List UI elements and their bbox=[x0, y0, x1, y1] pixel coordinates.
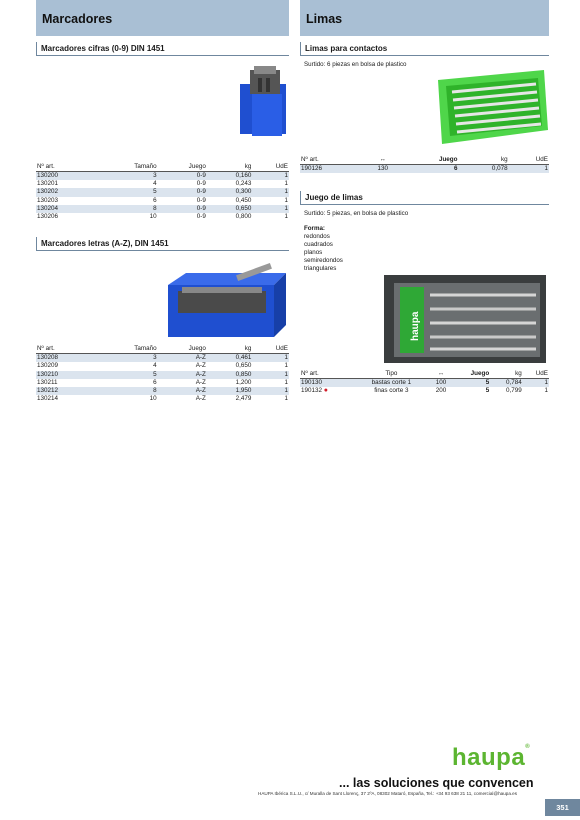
col-ude: UdE bbox=[252, 345, 289, 354]
table-row: 130210 5 A-Z 0,850 1 bbox=[37, 370, 288, 378]
letras-table bbox=[36, 345, 289, 403]
table-row: 130204 8 0-9 0,650 1 bbox=[37, 204, 288, 212]
red-dot-icon: ● bbox=[323, 387, 328, 395]
cifras-product-image bbox=[36, 56, 289, 159]
forma-item: planos bbox=[304, 249, 323, 257]
col-art: Nº art. bbox=[36, 163, 95, 172]
col-length bbox=[430, 370, 453, 379]
forma-item: cuadrados bbox=[304, 241, 333, 249]
table-row: 190130 bastas corte 1 100 5 0,784 1 bbox=[301, 379, 548, 387]
double-arrow-icon: ↔ bbox=[379, 156, 386, 163]
col-juego: Juego bbox=[158, 345, 207, 354]
section-header-marcadores: Marcadores bbox=[36, 0, 289, 36]
col-juego: Juego bbox=[453, 370, 491, 379]
table-row: 130208 3 A-Z 0,461 1 bbox=[37, 354, 288, 362]
col-juego: Juego bbox=[158, 163, 207, 172]
table-row: 130212 8 A-Z 1,950 1 bbox=[37, 387, 288, 395]
table-row: 190132 ● finas corte 3 200 5 0,799 1 bbox=[301, 387, 548, 395]
table-row: 130206 10 0-9 0,800 1 bbox=[37, 213, 288, 221]
left-column bbox=[36, 0, 289, 403]
contactos-product-image bbox=[300, 68, 549, 152]
col-kg: kg bbox=[207, 163, 253, 172]
table-row: 130201 4 0-9 0,243 1 bbox=[37, 180, 288, 188]
juego-product-image bbox=[300, 273, 549, 366]
col-art: Nº art. bbox=[300, 156, 365, 165]
contactos-title: Limas para contactos bbox=[300, 42, 549, 56]
col-kg: kg bbox=[207, 345, 253, 354]
juego-table bbox=[300, 370, 549, 395]
col-kg: kg bbox=[490, 370, 523, 379]
haupa-logo: haupa® bbox=[452, 744, 531, 771]
table-row: 130202 5 0-9 0,300 1 bbox=[37, 188, 288, 196]
forma-item: triangulares bbox=[304, 265, 337, 273]
forma-list bbox=[304, 225, 549, 273]
footer-slogan: ... las soluciones que convencen bbox=[339, 776, 534, 790]
contactos-subtitle: Surtido: 6 piezas en bolsa de plastico bbox=[304, 61, 407, 68]
col-ude: UdE bbox=[523, 370, 549, 379]
cifras-table bbox=[36, 163, 289, 221]
footer-address: HAUPA Ibérica S.L.U., c/ Muralla de Sant Llorenç, 37 2ºA, 08302 Mataró, España, Tel.: +34 93 638 21 11, comercial@haupa.es bbox=[258, 791, 518, 796]
col-ude: UdE bbox=[509, 156, 549, 165]
forma-label: Forma: bbox=[304, 225, 325, 233]
table-row: 130211 6 A-Z 1,200 1 bbox=[37, 378, 288, 386]
cifras-title: Marcadores cifras (0-9) DIN 1451 bbox=[36, 42, 289, 56]
col-ude: UdE bbox=[252, 163, 289, 172]
col-kg: kg bbox=[458, 156, 508, 165]
table-row: 130200 3 0-9 0,160 1 bbox=[37, 172, 288, 179]
juego-title: Juego de limas bbox=[300, 191, 549, 205]
contactos-table bbox=[300, 156, 549, 173]
table-row: 130203 6 0-9 0,450 1 bbox=[37, 196, 288, 204]
col-juego: Juego bbox=[400, 156, 458, 165]
table-row: 130214 10 A-Z 2,479 1 bbox=[37, 395, 288, 403]
juego-subtitle: Surtido: 5 piezas, en bolsa de plastico bbox=[304, 210, 409, 218]
forma-item: semiredondos bbox=[304, 257, 343, 265]
section-header-limas: Limas bbox=[300, 0, 549, 36]
right-column bbox=[300, 0, 549, 396]
double-arrow-icon: ↔ bbox=[437, 370, 445, 378]
forma-item: redondos bbox=[304, 233, 330, 241]
letras-title: Marcadores letras (A-Z), DIN 1451 bbox=[36, 237, 289, 251]
table-row: 190126 130 6 0,078 1 bbox=[301, 165, 548, 172]
page-number: 351 bbox=[545, 799, 580, 816]
col-art: Nº art. bbox=[36, 345, 95, 354]
col-tipo: Tipo bbox=[353, 370, 429, 379]
col-tamano: Tamaño bbox=[95, 163, 158, 172]
col-art: Nº art. bbox=[300, 370, 353, 379]
col-tamano: Tamaño bbox=[95, 345, 158, 354]
letras-product-image bbox=[36, 251, 289, 341]
col-length bbox=[365, 156, 400, 165]
pouch-brand-label: haupa bbox=[410, 311, 421, 342]
table-row: 130209 4 A-Z 0,650 1 bbox=[37, 362, 288, 370]
